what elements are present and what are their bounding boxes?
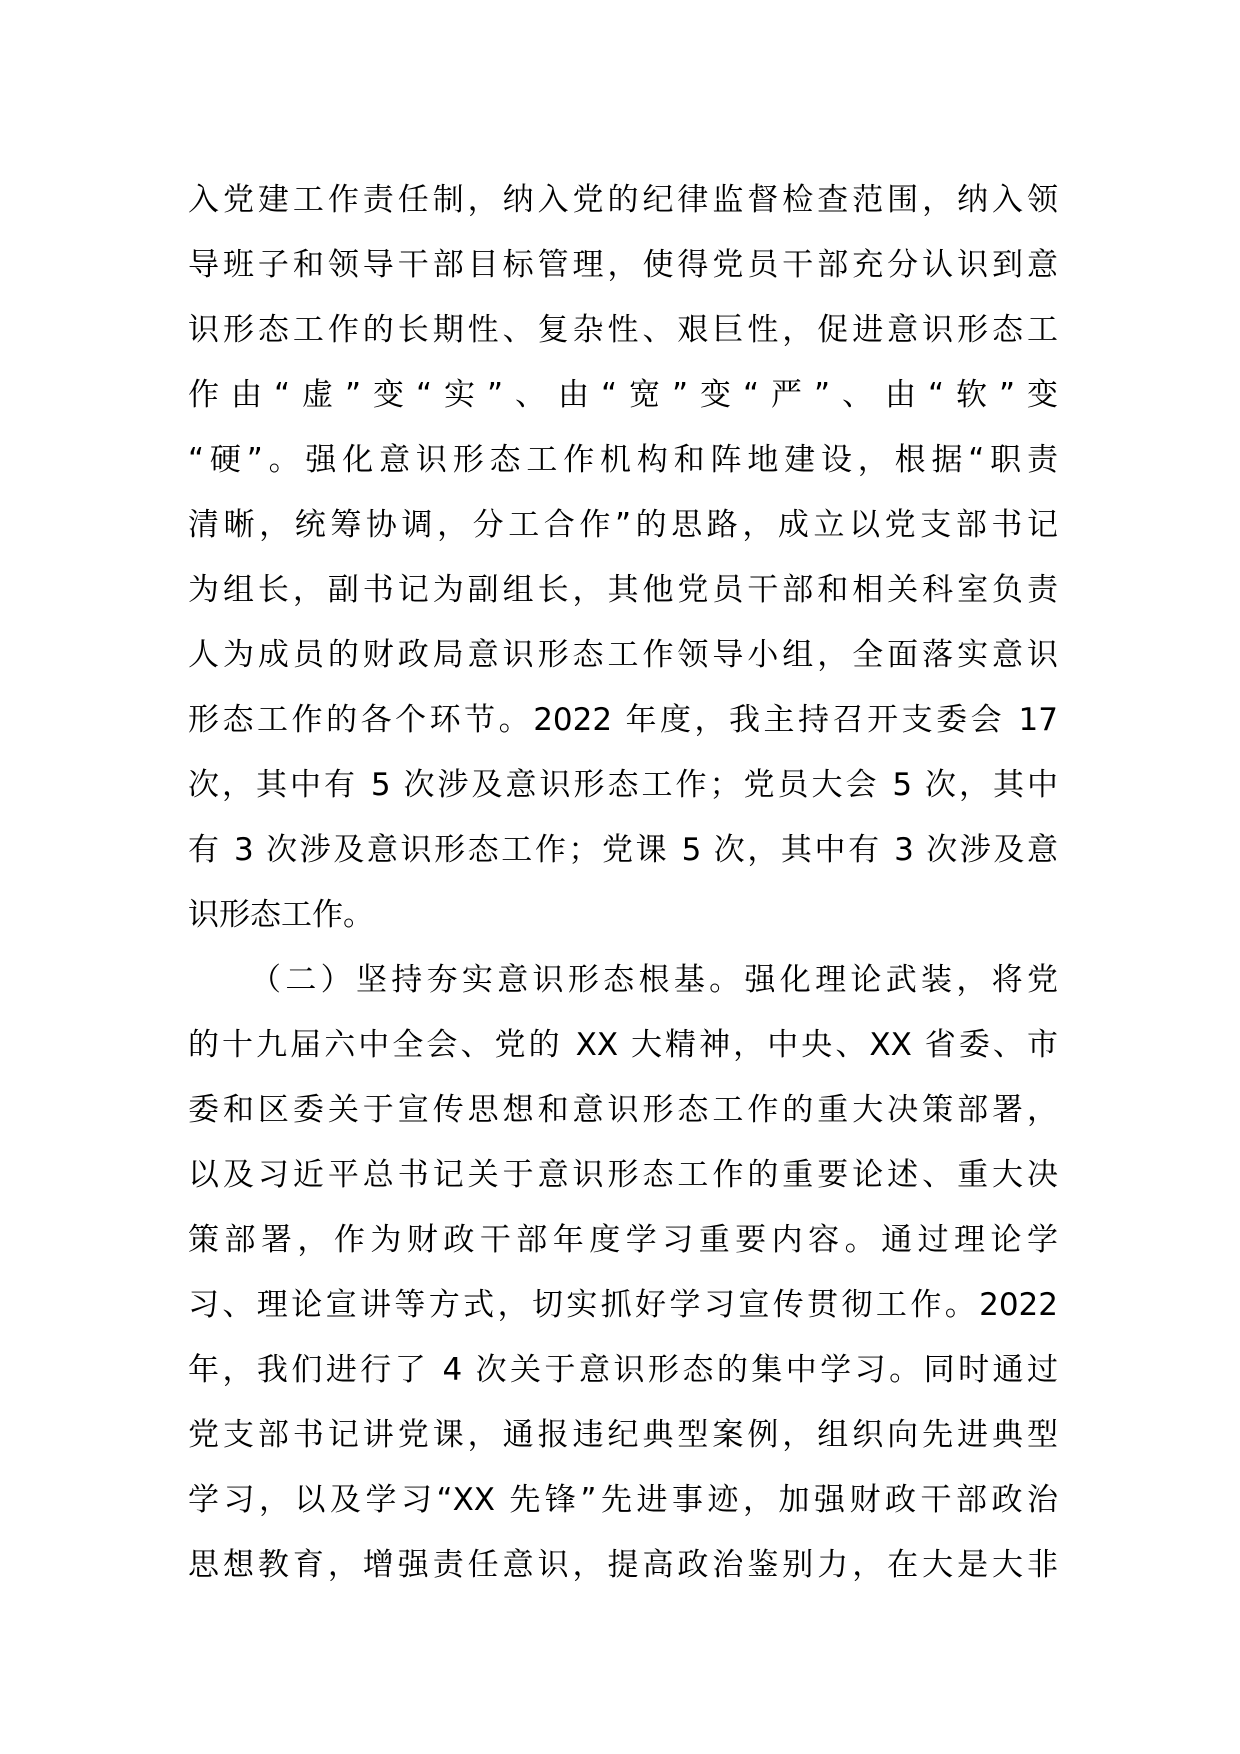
text-line: 思想教育，增强责任意识，提高政治鉴别力，在大是大非 xyxy=(188,1547,1058,1583)
text-line-indented: （二）坚持夯实意识形态根基。强化理论武装，将党 xyxy=(250,962,1058,998)
text-line: 策部署，作为财政干部年度学习重要内容。通过理论学 xyxy=(188,1222,1058,1258)
text-line: 为组长，副书记为副组长，其他党员干部和相关科室负责 xyxy=(188,572,1058,608)
text-line: 识形态工作的长期性、复杂性、艰巨性，促进意识形态工 xyxy=(188,312,1058,348)
text-line: 的十九届六中全会、党的 XX 大精神，中央、XX 省委、市 xyxy=(188,1027,1058,1063)
text-line: 习、理论宣讲等方式，切实抓好学习宣传贯彻工作。2022 xyxy=(188,1287,1058,1323)
text-line: 作由“虚”变“实”、由“宽”变“严”、由“软”变 xyxy=(188,377,1058,413)
text-line: 以及习近平总书记关于意识形态工作的重要论述、重大决 xyxy=(188,1157,1058,1193)
text-line: 委和区委关于宣传思想和意识形态工作的重大决策部署， xyxy=(188,1092,1058,1128)
paragraph-1 xyxy=(188,168,1058,948)
text-line: 次，其中有 5 次涉及意识形态工作；党员大会 5 次，其中 xyxy=(188,767,1058,803)
document-body xyxy=(188,168,1058,1598)
text-line: 人为成员的财政局意识形态工作领导小组，全面落实意识 xyxy=(188,637,1058,673)
text-line: 党支部书记讲党课，通报违纪典型案例，组织向先进典型 xyxy=(188,1417,1058,1453)
text-line: 学习，以及学习“XX 先锋”先进事迹，加强财政干部政治 xyxy=(188,1482,1058,1518)
paragraph-2 xyxy=(188,948,1058,1598)
text-line: 导班子和领导干部目标管理，使得党员干部充分认识到意 xyxy=(188,247,1058,283)
text-line: 年，我们进行了 4 次关于意识形态的集中学习。同时通过 xyxy=(188,1352,1058,1388)
text-line: 形态工作的各个环节。2022 年度，我主持召开支委会 17 xyxy=(188,702,1058,738)
text-line: 清晰，统筹协调，分工合作”的思路，成立以党支部书记 xyxy=(188,507,1058,543)
text-line: 有 3 次涉及意识形态工作；党课 5 次，其中有 3 次涉及意 xyxy=(188,832,1058,868)
text-line: 入党建工作责任制，纳入党的纪律监督检查范围，纳入领 xyxy=(188,182,1058,218)
text-line-last: 识形态工作。 xyxy=(188,897,374,933)
text-line: “硬”。强化意识形态工作机构和阵地建设，根据“职责 xyxy=(188,442,1058,478)
